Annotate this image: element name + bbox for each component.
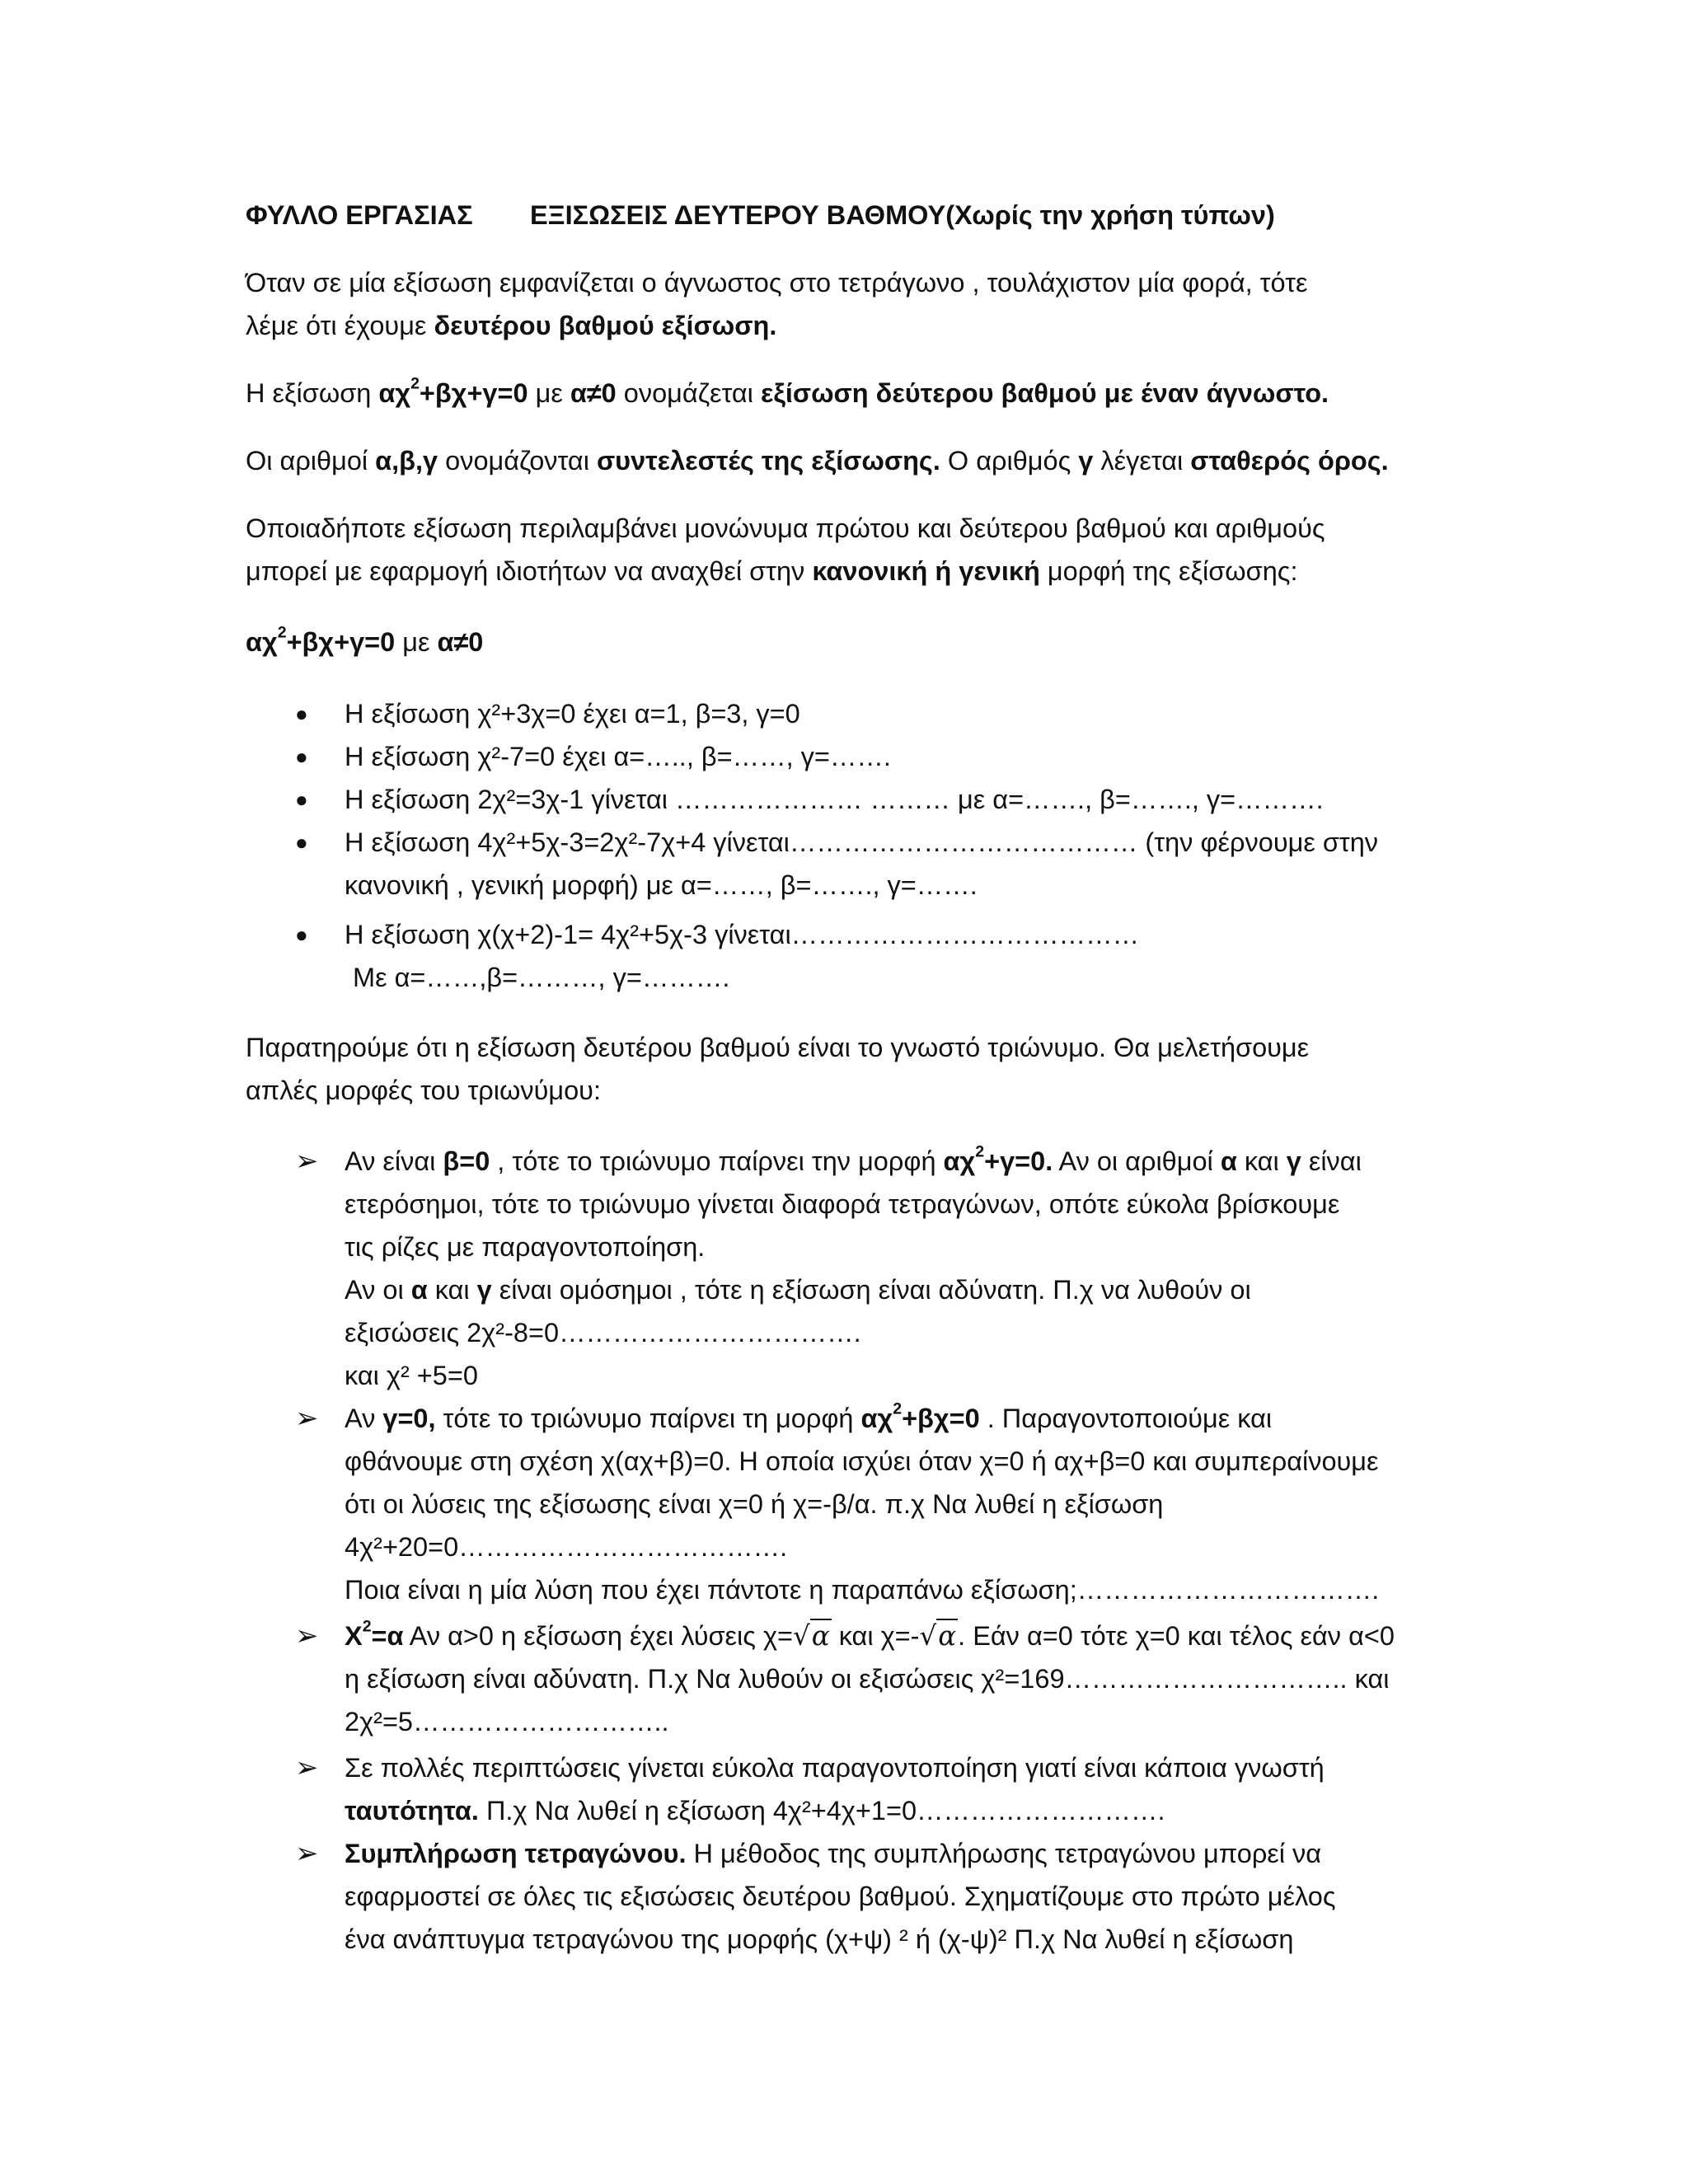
observation-line-1: Παρατηρούμε ότι η εξίσωση δευτέρου βαθμού είναι το γνωστό τριώνυμο. Θα μελετήσουμε xyxy=(246,1033,1310,1062)
arrow-bullet-icon: ➢ xyxy=(295,1620,319,1652)
intro-line-2: λέμε ότι έχουμε δευτέρου βαθμού εξίσωση. xyxy=(246,311,777,340)
general-form-line-1: Οποιαδήποτε εξίσωση περιλαμβάνει μονώνυμα πρώτου και δεύτερου βαθμού και αριθμούς xyxy=(246,513,1325,543)
case-square-line-3: 2χ²=5……………………….. xyxy=(345,1707,669,1736)
case-identity-line-2: ταυτότητα. Π.χ Να λυθεί η εξίσωση 4χ²+4χ+1=0………………………. xyxy=(345,1796,1165,1825)
case-c-zero-line-3: ότι οι λύσεις της εξίσωσης είναι χ=0 ή χ=-β/α. π.χ Να λυθεί η εξίσωση xyxy=(345,1489,1164,1519)
case-complete-square-line-2: εφαρμοστεί σε όλες τις εξισώσεις δευτέρου βαθμού. Σχηματίζουμε στο πρώτο μέλος xyxy=(345,1882,1336,1911)
case-b-zero-line-6: και χ² +5=0 xyxy=(345,1361,478,1390)
definition-line: Η εξίσωση $\alpha\chi^2+\beta\chi+\gamma=0$ με α≠0 ονομάζεται εξίσωση δεύτερου βαθμού με έναν άγνωστο. xyxy=(246,374,1329,408)
bullet-icon: ● xyxy=(295,787,308,812)
example-item: Η εξίσωση 4χ²+5χ-3=2χ²-7χ+4 γίνεται………………………………… (την φέρνουμε στην xyxy=(345,827,1379,857)
arrow-bullet-icon: ➢ xyxy=(295,1403,319,1434)
intro-line-1: Όταν σε μία εξίσωση εμφανίζεται ο άγνωστος στο τετράγωνο , τουλάχιστον μία φορά, τότε xyxy=(246,268,1308,298)
case-square-line-1: $X^2=\alpha$ Αν α>0 η εξίσωση έχει λύσεις χ=√α και χ=-√α. Εάν α=0 τότε χ=0 και τέλος εάν α<0 xyxy=(345,1617,1395,1652)
case-b-zero-line-4: Αν οι α και γ είναι ομόσημοι , τότε η εξίσωση είναι αδύνατη. Π.χ να λυθούν οι xyxy=(345,1275,1251,1305)
example-item-continued: Με α=……,β=………, γ=………. xyxy=(353,963,730,992)
case-b-zero-line-3: τις ρίζες με παραγοντοποίηση. xyxy=(345,1232,706,1262)
case-complete-square-line-3: ένα ανάπτυγμα τετραγώνου της μορφής (χ+ψ) ² ή (χ-ψ)² Π.χ Να λυθεί η εξίσωση xyxy=(345,1924,1294,1954)
general-form-line-2: μπορεί με εφαρμογή ιδιοτήτων να αναχθεί στην κανονική ή γενική μορφή της εξίσωσης: xyxy=(246,556,1298,586)
arrow-bullet-icon: ➢ xyxy=(295,1838,319,1869)
case-c-zero-line-4: 4χ²+20=0………………………………. xyxy=(345,1532,788,1562)
case-b-zero-line-5: εξισώσεις 2χ²-8=0……………………………. xyxy=(345,1318,861,1347)
coefficients-line: Οι αριθμοί α,β,γ ονομάζονται συντελεστές της εξίσωσης. Ο αριθμός γ λέγεται σταθερός όρος. xyxy=(246,446,1389,476)
square-root-icon: √α xyxy=(919,1620,957,1652)
arrow-bullet-icon: ➢ xyxy=(295,1752,319,1783)
case-c-zero-line-2: φθάνουμε στη σχέση χ(αχ+β)=0. Η οποία ισχύει όταν χ=0 ή αχ+β=0 και συμπεραίνουμε xyxy=(345,1446,1379,1476)
example-item-continued: κανονική , γενική μορφή) με α=……, β=……., γ=……. xyxy=(345,870,978,900)
bullet-icon: ● xyxy=(295,701,308,726)
example-item: Η εξίσωση 2χ²=3χ-1 γίνεται ………………… ……… με α=……., β=……., γ=………. xyxy=(345,785,1324,814)
case-b-zero-line-2: ετερόσημοι, τότε το τριώνυμο γίνεται διαφορά τετραγώνων, οπότε εύκολα βρίσκουμε xyxy=(345,1189,1340,1219)
bullet-icon: ● xyxy=(295,922,308,947)
example-item: Η εξίσωση χ²+3χ=0 έχει α=1, β=3, γ=0 xyxy=(345,699,800,729)
case-square-line-2: η εξίσωση είναι αδύνατη. Π.χ Να λυθούν οι εξισώσεις χ²=169………………………….. και xyxy=(345,1664,1390,1694)
worksheet-title: ΕΞΙΣΩΣΕΙΣ ΔΕΥΤΕΡΟΥ ΒΑΘΜΟΥ(Χωρίς την χρήση τύπων) xyxy=(530,200,1275,230)
case-c-zero-line-1: Αν γ=0, τότε το τριώνυμο παίρνει τη μορφή $\alpha\chi^2+\beta\chi=0$ . Παραγοντοποιούμε και xyxy=(345,1399,1273,1433)
square-root-icon: √α xyxy=(793,1620,830,1652)
case-identity-line-1: Σε πολλές περιπτώσεις γίνεται εύκολα παραγοντοποίηση γιατί είναι κάποια γνωστή xyxy=(345,1753,1325,1783)
case-complete-square-line-1: Συμπλήρωση τετραγώνου. Η μέθοδος της συμπλήρωσης τετραγώνου μπορεί να xyxy=(345,1839,1322,1868)
general-form-equation: $\alpha\chi^2+\beta\chi+\gamma=0$ με α≠0 xyxy=(246,623,484,657)
example-item: Η εξίσωση χ(χ+2)-1= 4χ²+5χ-3 γίνεται………………………………… xyxy=(345,920,1140,949)
case-b-zero-line-1: Αν είναι β=0 , τότε το τριώνυμο παίρνει την μορφή $\alpha\chi^2+\gamma=0$. Αν οι αριθμοί α και γ είναι xyxy=(345,1142,1362,1176)
example-item: Η εξίσωση χ²-7=0 έχει α=….., β=……, γ=……. xyxy=(345,742,891,771)
case-c-zero-line-5: Ποια είναι η μία λύση που έχει πάντοτε η παραπάνω εξίσωση;……………………………. xyxy=(345,1575,1380,1605)
bullet-icon: ● xyxy=(295,830,308,855)
worksheet-label: ΦΥΛΛΟ ΕΡΓΑΣΙΑΣ xyxy=(246,200,473,230)
bullet-icon: ● xyxy=(295,744,308,769)
observation-line-2: απλές μορφές του τριωνύμου: xyxy=(246,1076,601,1105)
arrow-bullet-icon: ➢ xyxy=(295,1146,319,1177)
